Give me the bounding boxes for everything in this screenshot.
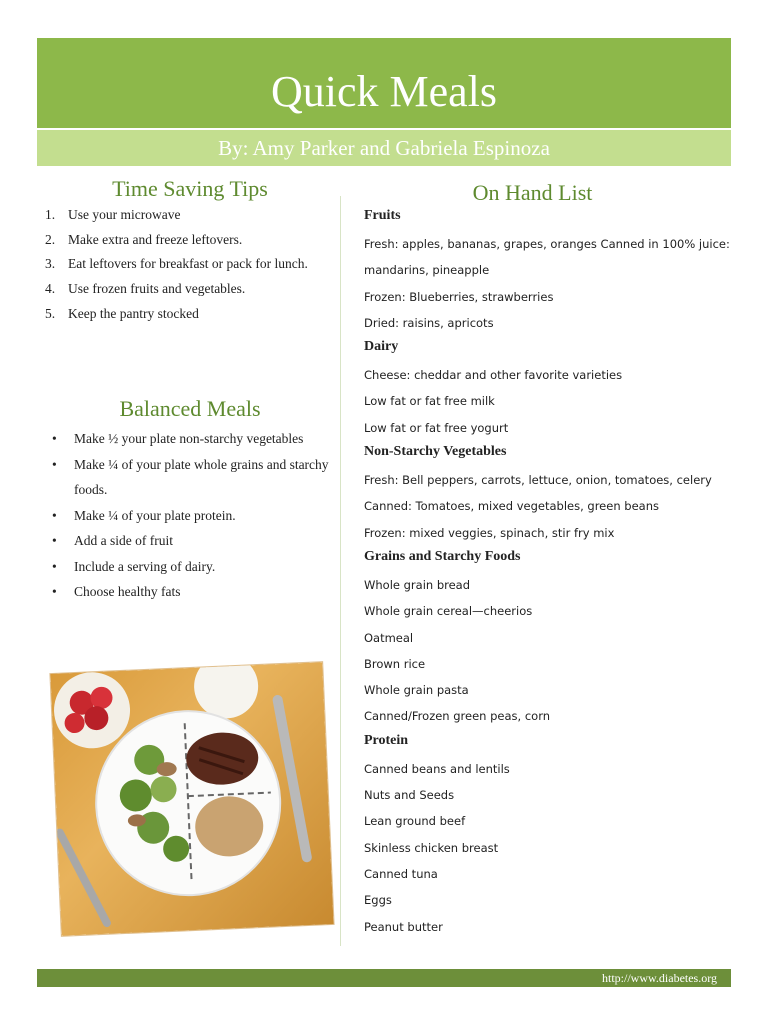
list-item: • Choose healthy fats xyxy=(52,584,181,599)
on-hand-list xyxy=(364,205,734,940)
list-item: Fresh: apples, bananas, grapes, oranges Canned in 100% juice: xyxy=(364,237,730,251)
title-banner xyxy=(37,38,731,128)
list-item: • Make ½ your plate non-starchy vegetables xyxy=(52,431,304,446)
list-item: 3. Eat leftovers for breakfast or pack for lunch. xyxy=(45,256,308,272)
list-item: Oatmeal xyxy=(364,630,414,645)
list-item: Whole grain cereal—cheerios xyxy=(364,604,533,619)
list-item: Cheese: cheddar and other favorite varieties xyxy=(364,368,623,383)
list-item: Eggs xyxy=(364,893,392,908)
list-item: mandarins, pineapple xyxy=(364,263,490,278)
list-item: 2. Make extra and freeze leftovers. xyxy=(45,231,243,247)
meal-photo xyxy=(50,662,333,936)
category-dairy: Dairy xyxy=(364,339,399,355)
list-item: • Make ¼ of your plate protein. xyxy=(52,507,236,523)
list-item: Whole grain pasta xyxy=(364,683,469,698)
balanced-meals-heading: Balanced Meals xyxy=(119,396,261,421)
list-item: Frozen: Blueberries, strawberries xyxy=(364,289,554,304)
list-item: Dried: raisins, apricots xyxy=(364,315,494,330)
footer-url[interactable]: http://www.diabetes.org xyxy=(602,971,717,985)
balanced-meals-list xyxy=(52,426,332,605)
category-fruits: Fruits xyxy=(364,208,401,223)
column-divider xyxy=(340,196,341,946)
list-item: Canned: Tomatoes, mixed vegetables, green beans xyxy=(364,499,659,514)
page-title: Quick Meals xyxy=(270,67,498,116)
list-item: Low fat or fat free milk xyxy=(364,394,495,409)
list-item: 5. Keep the pantry stocked xyxy=(45,305,199,321)
list-item: • Add a side of fruit xyxy=(52,533,173,548)
list-item: • Include a serving of dairy. xyxy=(52,558,216,574)
time-saving-list xyxy=(45,205,335,328)
list-item: Canned beans and lentils xyxy=(364,761,510,776)
list-item: Peanut butter xyxy=(364,919,443,934)
list-item: 4. Use frozen fruits and vegetables. xyxy=(45,281,246,297)
category-protein: Protein xyxy=(364,732,409,748)
list-item: 1. Use your microwave xyxy=(45,207,181,222)
category-vegetables: Non-Starchy Vegetables xyxy=(364,444,507,460)
list-item: Skinless chicken breast xyxy=(364,840,499,855)
footer-bar xyxy=(37,969,731,987)
byline-text: By: Amy Parker and Gabriela Espinoza xyxy=(218,136,550,160)
list-item: Whole grain bread xyxy=(364,577,471,592)
list-item: Nuts and Seeds xyxy=(364,788,455,803)
list-item: Lean ground beef xyxy=(364,814,466,829)
list-item: Brown rice xyxy=(364,656,426,671)
byline-bar xyxy=(37,130,731,166)
list-item: Fresh: Bell peppers, carrots, lettuce, onion, tomatoes, celery xyxy=(364,473,712,488)
plate-illustration xyxy=(50,662,333,936)
list-item: Low fat or fat free yogurt xyxy=(364,420,509,435)
list-item: • Make ¼ of your plate whole grains and starchy foods. xyxy=(52,456,329,497)
category-grains: Grains and Starchy Foods xyxy=(364,548,521,564)
time-saving-heading: Time Saving Tips xyxy=(112,176,268,201)
on-hand-heading: On Hand List xyxy=(472,180,593,205)
list-item: Frozen: mixed veggies, spinach, stir fry mix xyxy=(364,525,615,540)
list-item: Canned tuna xyxy=(364,866,438,881)
list-item: Canned/Frozen green peas, corn xyxy=(364,709,551,724)
